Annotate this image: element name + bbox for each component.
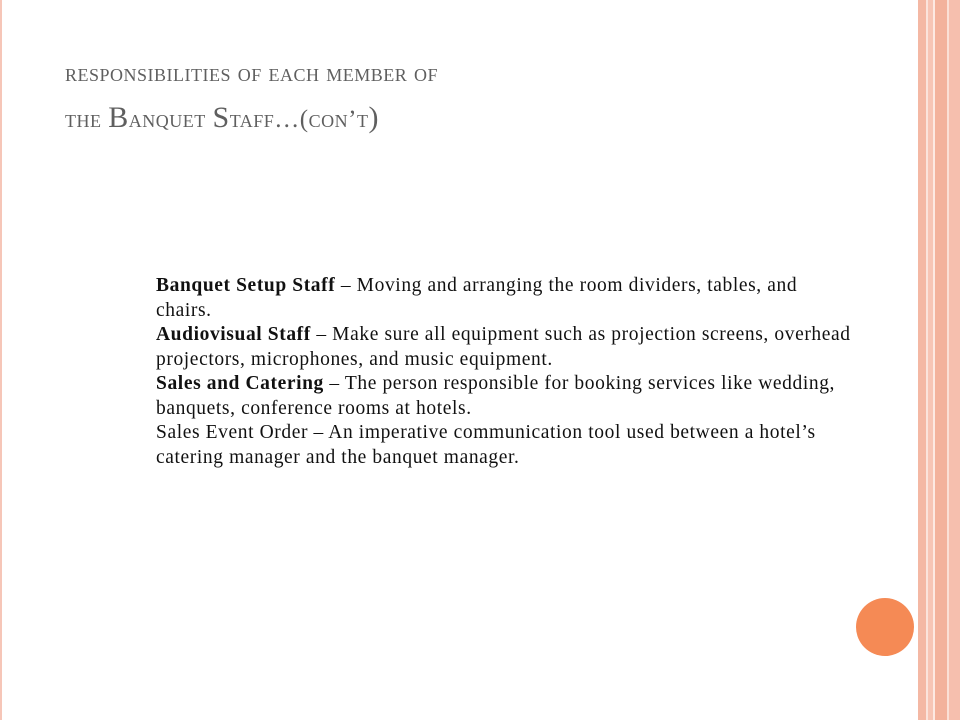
title-cont: con’t bbox=[308, 106, 369, 133]
item-desc: Sales Event Order – An imperative communication tool used between a hotel’s catering manager and the banquet manager. bbox=[156, 422, 816, 468]
item-term: Audiovisual Staff bbox=[156, 324, 311, 345]
left-border-line bbox=[0, 0, 2, 720]
body-item bbox=[156, 274, 856, 323]
title-close: ) bbox=[368, 101, 379, 134]
item-desc: – The person responsible for booking services like wedding, banquets, conference rooms at hotels. bbox=[156, 373, 836, 419]
title-the: the bbox=[65, 106, 102, 133]
title-taff: taff…( bbox=[229, 106, 309, 133]
accent-circle bbox=[856, 598, 914, 656]
title-s: S bbox=[212, 101, 230, 134]
decorative-stripe bbox=[918, 0, 926, 720]
decorative-stripe bbox=[949, 0, 960, 720]
title-line-2 bbox=[65, 96, 885, 142]
item-term: Banquet Setup Staff bbox=[156, 275, 336, 296]
title-b: B bbox=[108, 101, 129, 134]
item-term: Sales and Catering bbox=[156, 373, 324, 394]
title-anquet: anquet bbox=[128, 106, 206, 133]
body-item bbox=[156, 372, 856, 421]
slide-title bbox=[65, 52, 885, 142]
title-line-1-text: responsibilities of each member of bbox=[65, 60, 439, 87]
slide-body bbox=[156, 274, 856, 470]
item-desc: – Make sure all equipment such as projection screens, overhead projectors, microphones, and music equipment. bbox=[156, 324, 851, 370]
item-desc: – Moving and arranging the room dividers, tables, and chairs. bbox=[156, 275, 798, 321]
body-item bbox=[156, 323, 856, 372]
title-line-1 bbox=[65, 52, 885, 96]
body-item bbox=[156, 421, 856, 470]
decorative-stripe bbox=[935, 0, 947, 720]
